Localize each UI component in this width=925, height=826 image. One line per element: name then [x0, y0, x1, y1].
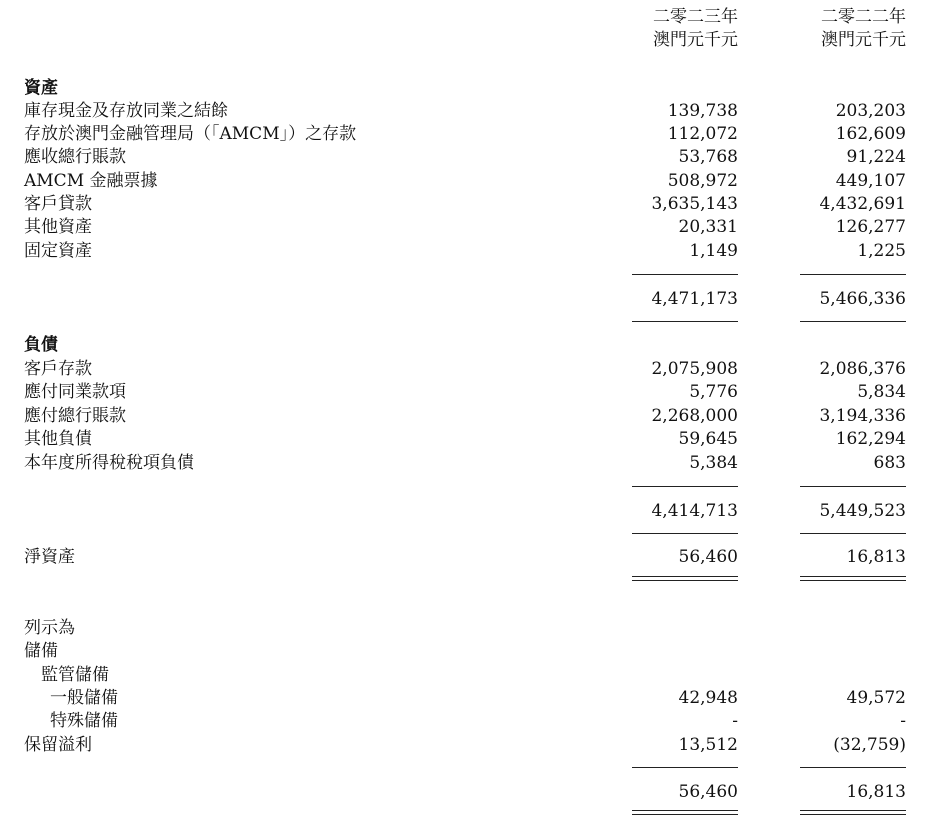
liability-row-label: 其他負債 [24, 429, 92, 449]
special-reserve-2022: - [900, 711, 906, 731]
liability-row-label: 應付總行賬款 [24, 406, 126, 426]
regulatory-reserve-label: 監管儲備 [41, 665, 109, 685]
assets-heading: 資產 [24, 78, 58, 98]
subtotal-rule [800, 274, 906, 275]
subtotal-rule [632, 767, 738, 768]
equity-total-2023: 56,460 [678, 782, 738, 802]
liability-row-2022: 3,194,336 [819, 406, 906, 426]
total-rule [632, 533, 738, 534]
special-reserve-label: 特殊儲備 [50, 711, 118, 731]
liability-row-2023: 2,268,000 [651, 406, 738, 426]
column-unit-2023: 澳門元千元 [653, 30, 738, 50]
column-year-2022: 二零二二年 [821, 7, 906, 27]
column-unit-2022: 澳門元千元 [821, 30, 906, 50]
subtotal-rule [800, 767, 906, 768]
general-reserve-label: 一般儲備 [50, 688, 118, 708]
liability-row-label: 本年度所得稅稅項負債 [24, 453, 194, 473]
asset-row-2023: 508,972 [667, 171, 738, 191]
liability-row-label: 客戶存款 [24, 359, 92, 379]
net-assets-2023: 56,460 [678, 547, 738, 567]
liability-row-2023: 5,384 [689, 453, 738, 473]
column-header-2023 [588, 6, 738, 52]
asset-row-2022: 1,225 [857, 241, 906, 261]
asset-row-2022: 91,224 [846, 147, 906, 167]
asset-row-2022: 126,277 [835, 217, 906, 237]
subtotal-rule [632, 274, 738, 275]
liability-row-2023: 59,645 [678, 429, 738, 449]
asset-row-2023: 3,635,143 [651, 194, 738, 214]
assets-total-2023: 4,471,173 [651, 289, 738, 309]
asset-row-2023: 53,768 [678, 147, 738, 167]
total-rule [800, 321, 906, 322]
subtotal-rule [800, 486, 906, 487]
asset-row-label: AMCM 金融票據 [24, 171, 158, 191]
asset-row-2022: 449,107 [835, 171, 906, 191]
asset-row-2022: 4,432,691 [819, 194, 906, 214]
general-reserve-2023: 42,948 [678, 688, 738, 708]
liabilities-heading: 負債 [24, 335, 58, 355]
liability-row-2023: 5,776 [689, 382, 738, 402]
asset-row-2022: 162,609 [835, 124, 906, 144]
double-rule [632, 576, 738, 581]
asset-row-label: 客戶貸款 [24, 194, 92, 214]
net-assets-label: 淨資產 [24, 547, 75, 567]
asset-row-2023: 139,738 [667, 101, 738, 121]
column-header-2022 [756, 6, 906, 52]
liability-row-2022: 2,086,376 [819, 359, 906, 379]
net-assets-2022: 16,813 [846, 547, 906, 567]
asset-row-label: 其他資產 [24, 217, 92, 237]
liabilities-total-2023: 4,414,713 [651, 501, 738, 521]
liabilities-total-2022: 5,449,523 [819, 501, 906, 521]
equity-total-2022: 16,813 [846, 782, 906, 802]
reserves-label: 儲備 [24, 641, 58, 661]
total-rule [800, 533, 906, 534]
retained-profit-2022: (32,759) [833, 735, 906, 755]
asset-row-label: 庫存現金及存放同業之結餘 [24, 101, 228, 121]
asset-row-label: 存放於澳門金融管理局（「AMCM」）之存款 [24, 124, 357, 144]
asset-row-2022: 203,203 [835, 101, 906, 121]
retained-profit-2023: 13,512 [678, 735, 738, 755]
liability-row-2022: 5,834 [857, 382, 906, 402]
retained-profit-label: 保留溢利 [24, 735, 92, 755]
liability-row-2023: 2,075,908 [651, 359, 738, 379]
subtotal-rule [632, 486, 738, 487]
asset-row-2023: 1,149 [689, 241, 738, 261]
special-reserve-2023: - [732, 711, 738, 731]
represented-heading: 列示為 [24, 618, 75, 638]
asset-row-label: 固定資產 [24, 241, 92, 261]
double-rule [632, 810, 738, 815]
double-rule [800, 810, 906, 815]
liability-row-label: 應付同業款項 [24, 382, 126, 402]
double-rule [800, 576, 906, 581]
liability-row-2022: 162,294 [835, 429, 906, 449]
asset-row-2023: 112,072 [667, 124, 738, 144]
total-rule [632, 321, 738, 322]
general-reserve-2022: 49,572 [846, 688, 906, 708]
asset-row-2023: 20,331 [678, 217, 738, 237]
assets-total-2022: 5,466,336 [819, 289, 906, 309]
liability-row-2022: 683 [873, 453, 906, 473]
asset-row-label: 應收總行賬款 [24, 147, 126, 167]
column-year-2023: 二零二三年 [653, 7, 738, 27]
